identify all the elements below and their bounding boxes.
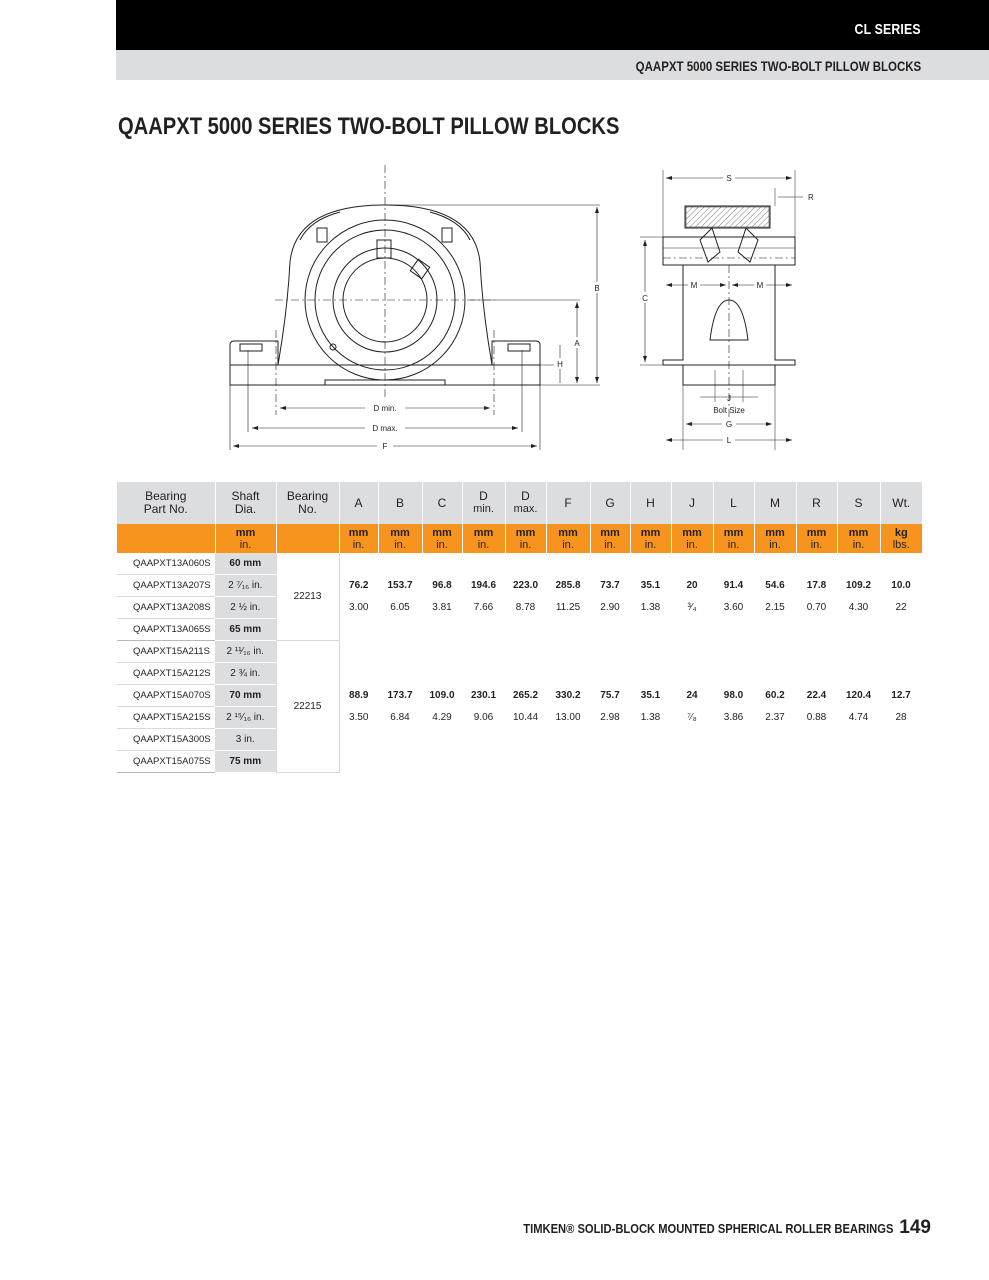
unit-cell: [422, 524, 462, 553]
dimension-imperial-value: 3.60: [723, 602, 744, 614]
dimension-metric-value: 98.0: [723, 690, 744, 701]
page-title: QAAPXT 5000 SERIES TWO-BOLT PILLOW BLOCKS: [118, 113, 620, 140]
column-header-line1: L: [730, 495, 737, 510]
dimension-metric-value: 173.7: [387, 690, 413, 701]
part-number-cell: QAAPXT15A075S: [117, 751, 215, 773]
column-header: [630, 482, 671, 524]
bearing-number-cell: 22215: [276, 641, 339, 773]
dimension-imperial-value: 9.06: [473, 712, 494, 723]
column-header: [276, 482, 339, 524]
unit-imperial: in.: [604, 538, 616, 551]
unit-imperial: in.: [394, 538, 406, 551]
dimension-cell: [837, 641, 880, 773]
unit-cell: [671, 524, 713, 553]
dimension-imperial-value: ³⁄₄: [687, 602, 697, 614]
unit-metric: kg: [894, 526, 908, 539]
unit-imperial: in.: [644, 538, 657, 551]
dimension-imperial-value: 4.30: [848, 602, 869, 614]
dimension-metric-value: 22.4: [806, 690, 827, 701]
unit-imperial: in.: [686, 538, 698, 551]
unit-cell: [215, 524, 276, 553]
dimension-imperial-value: 8.78: [515, 602, 536, 614]
column-header: [339, 482, 378, 524]
column-header-line1: B: [395, 495, 404, 510]
dim-label-f: F: [382, 442, 388, 451]
part-number-cell: QAAPXT13A208S: [117, 597, 215, 619]
dimension-metric-value: 35.1: [640, 580, 661, 592]
dim-label-m-right: M: [756, 281, 764, 290]
column-header: [378, 482, 422, 524]
unit-cell: [880, 524, 922, 553]
part-number-cell: QAAPXT13A065S: [117, 619, 215, 641]
dimension-imperial-value: 1.38: [640, 712, 661, 723]
dimension-cell: [713, 553, 754, 641]
dim-label-h: H: [557, 360, 563, 369]
column-header-line1: J: [689, 495, 695, 510]
unit-metric: mm: [515, 526, 536, 539]
unit-cell: [462, 524, 505, 553]
unit-cell: [630, 524, 671, 553]
column-header: [117, 482, 215, 524]
dimension-imperial-value: 3.81: [432, 602, 452, 614]
dim-label-r: R: [808, 193, 814, 202]
column-header-line1: D: [521, 489, 530, 503]
dimension-imperial-value: 6.05: [390, 602, 410, 614]
column-header: [671, 482, 713, 524]
column-header-line2: Part No.: [143, 502, 188, 516]
unit-imperial: in.: [852, 538, 865, 551]
unit-cell: [339, 524, 378, 553]
dimension-metric-value: 20: [686, 580, 698, 592]
unit-metric: mm: [348, 526, 369, 539]
dimension-cell: [713, 641, 754, 773]
dimension-imperial-value: 2.37: [765, 712, 785, 723]
subheader-bar: [116, 50, 989, 80]
dimension-metric-value: 10.0: [891, 580, 911, 592]
unit-cell: [796, 524, 837, 553]
unit-cell: [276, 524, 339, 553]
dimension-cell: [880, 641, 922, 773]
column-header-line1: F: [564, 495, 572, 510]
unit-cell: [837, 524, 880, 553]
series-label: CL SERIES: [854, 21, 921, 38]
dimension-metric-value: 17.8: [806, 580, 827, 592]
shaft-diameter-cell: 70 mm: [215, 685, 276, 707]
dimension-cell: [505, 553, 546, 641]
column-header: [590, 482, 630, 524]
column-header-line1: C: [437, 495, 447, 510]
dimension-cell: [546, 553, 590, 641]
dim-label-s: S: [726, 174, 732, 183]
dimension-metric-value: 285.8: [555, 580, 581, 592]
part-number-cell: QAAPXT15A211S: [117, 641, 215, 663]
dimension-cell: [630, 641, 671, 773]
dimension-metric-value: 60.2: [765, 690, 785, 701]
dimension-metric-value: 73.7: [600, 580, 620, 592]
unit-metric: mm: [682, 526, 702, 539]
dimension-cell: [590, 641, 630, 773]
column-header-line1: D: [479, 489, 488, 503]
dim-label-a: A: [574, 339, 580, 348]
unit-imperial: in.: [436, 538, 448, 551]
unit-cell: [713, 524, 754, 553]
shaft-diameter-cell: 75 mm: [215, 751, 276, 773]
dimension-cell: [422, 553, 462, 641]
dimension-imperial-value: 6.84: [390, 712, 410, 723]
part-number-cell: QAAPXT15A215S: [117, 707, 215, 729]
dimension-metric-value: 153.7: [387, 580, 413, 592]
column-header: [880, 482, 922, 524]
dimension-imperial-value: 10.44: [512, 712, 539, 723]
dimension-cell: [422, 641, 462, 773]
dimension-cell: [590, 553, 630, 641]
unit-imperial: in.: [810, 538, 823, 551]
dimension-metric-value: 91.4: [723, 580, 744, 592]
dim-label-j: J: [727, 394, 731, 403]
dimension-imperial-value: 3.50: [349, 712, 369, 723]
series-header-bar: [116, 0, 989, 50]
dimension-imperial-value: ⁷⁄₈: [687, 712, 697, 723]
unit-cell: [546, 524, 590, 553]
dimension-metric-value: 230.1: [470, 690, 497, 701]
dimension-metric-value: 75.7: [600, 690, 620, 701]
dimension-metric-value: 120.4: [845, 690, 872, 701]
dimension-imperial-value: 0.88: [806, 712, 827, 723]
pillow-block-drawing: [0, 155, 989, 465]
dimension-metric-value: 54.6: [765, 580, 785, 592]
dimension-metric-value: 223.0: [512, 580, 539, 592]
column-header: [754, 482, 796, 524]
dimension-imperial-value: 11.25: [555, 602, 581, 614]
dimension-imperial-value: 3.00: [349, 602, 369, 614]
dimension-imperial-value: 22: [895, 602, 907, 614]
dimension-cell: [378, 641, 422, 773]
unit-metric: mm: [765, 526, 785, 539]
column-header-line1: H: [646, 495, 655, 510]
unit-metric: mm: [640, 526, 661, 539]
unit-cell: [590, 524, 630, 553]
column-header-line1: Wt.: [892, 495, 911, 510]
column-header: [462, 482, 505, 524]
shaft-diameter-cell: 2 ½ in.: [215, 597, 276, 619]
part-number-cell: QAAPXT15A070S: [117, 685, 215, 707]
shaft-diameter-cell: 2 ¾ in.: [215, 663, 276, 685]
unit-imperial: in.: [727, 538, 740, 551]
unit-metric: mm: [806, 526, 827, 539]
dimension-cell: [837, 553, 880, 641]
shaft-diameter-cell: 65 mm: [215, 619, 276, 641]
dimension-cell: [505, 641, 546, 773]
unit-metric: mm: [723, 526, 744, 539]
unit-metric: mm: [235, 526, 256, 539]
unit-imperial: in.: [352, 538, 365, 551]
dimension-metric-value: 24: [686, 690, 698, 701]
dimension-imperial-value: 2.98: [600, 712, 620, 723]
dim-label-d-min: D min.: [373, 404, 397, 413]
shaft-diameter-cell: 2 ⁷⁄₁₆ in.: [215, 575, 276, 597]
dim-label-m-left: M: [690, 281, 698, 290]
dimension-metric-value: 88.9: [349, 690, 369, 701]
column-header-line1: Bearing: [145, 489, 187, 503]
dim-label-g: G: [725, 420, 733, 429]
dim-label-c: C: [642, 294, 648, 303]
unit-metric: mm: [558, 526, 578, 539]
part-number-cell: QAAPXT15A300S: [117, 729, 215, 751]
dimension-imperial-value: 28: [895, 712, 907, 723]
bearing-number-cell: 22213: [276, 553, 339, 641]
unit-metric: mm: [390, 526, 410, 539]
unit-cell: [754, 524, 796, 553]
unit-cell: [117, 524, 215, 553]
column-header: [215, 482, 276, 524]
part-number-cell: QAAPXT13A060S: [117, 553, 215, 575]
dimension-metric-value: 76.2: [349, 580, 369, 592]
dimension-metric-value: 96.8: [432, 580, 452, 592]
dimension-cell: [630, 553, 671, 641]
column-header: [837, 482, 880, 524]
column-header-line1: A: [354, 495, 363, 510]
column-header-line1: M: [770, 495, 780, 510]
table-units-row: [117, 524, 922, 553]
shaft-diameter-cell: 2 ¹¹⁄₁₆ in.: [215, 641, 276, 663]
part-number-cell: QAAPXT13A207S: [117, 575, 215, 597]
column-header: [505, 482, 546, 524]
column-header-line2: Dia.: [234, 502, 257, 516]
dim-label-bolt-size: Bolt Size: [713, 406, 745, 415]
unit-cell: [505, 524, 546, 553]
column-header: [713, 482, 754, 524]
dimension-imperial-value: 4.74: [848, 712, 869, 723]
dimension-imperial-value: 4.29: [432, 712, 452, 723]
table-row: [117, 641, 922, 663]
unit-imperial: in.: [562, 538, 574, 551]
dimension-metric-value: 109.0: [429, 690, 455, 701]
column-header-line2: max.: [513, 503, 538, 515]
shaft-diameter-cell: 2 ¹⁵⁄₁₆ in.: [215, 707, 276, 729]
dimension-metric-value: 194.6: [470, 580, 497, 592]
column-header-line1: Bearing: [286, 489, 329, 503]
column-header: [422, 482, 462, 524]
unit-metric: mm: [848, 526, 869, 539]
dimension-imperial-value: 2.90: [600, 602, 620, 614]
column-header-line2: min.: [473, 503, 494, 515]
column-header-line1: R: [812, 495, 821, 510]
footer-text: TIMKEN® SOLID-BLOCK MOUNTED SPHERICAL ROLLER BEARINGS: [523, 1221, 894, 1236]
table-body: [117, 553, 922, 773]
dimension-cell: [796, 641, 837, 773]
subheader-label: QAAPXT 5000 SERIES TWO-BOLT PILLOW BLOCKS: [635, 58, 921, 74]
page-number: 149: [899, 1217, 931, 1238]
dimension-cell: [880, 553, 922, 641]
dim-label-d-max: D max.: [372, 424, 398, 433]
dimension-cell: [546, 641, 590, 773]
dimension-metric-value: 12.7: [891, 690, 911, 701]
dimension-cell: [754, 641, 796, 773]
column-header: [796, 482, 837, 524]
dimension-cell: [462, 553, 505, 641]
unit-imperial: lbs.: [892, 538, 910, 551]
dimension-cell: [671, 553, 713, 641]
unit-metric: mm: [473, 526, 494, 539]
column-header-line2: No.: [298, 502, 317, 516]
part-number-cell: QAAPXT15A212S: [117, 663, 215, 685]
dimensions-table: [117, 482, 922, 773]
dimension-cell: [462, 641, 505, 773]
dim-label-b: B: [594, 284, 600, 293]
dimension-cell: [754, 553, 796, 641]
dimension-cell: [339, 553, 378, 641]
unit-metric: mm: [600, 526, 620, 539]
dimension-metric-value: 265.2: [512, 690, 539, 701]
column-header: [546, 482, 590, 524]
unit-imperial: in.: [239, 538, 252, 551]
dimension-metric-value: 35.1: [640, 690, 661, 701]
dimension-imperial-value: 2.15: [765, 602, 785, 614]
dimension-metric-value: 330.2: [555, 690, 581, 701]
page-footer: [463, 1217, 931, 1239]
dimension-imperial-value: 0.70: [806, 602, 827, 614]
dimension-cell: [378, 553, 422, 641]
dimension-cell: [339, 641, 378, 773]
unit-imperial: in.: [477, 538, 490, 551]
shaft-diameter-cell: 60 mm: [215, 553, 276, 575]
dimension-cell: [671, 641, 713, 773]
dimension-metric-value: 109.2: [845, 580, 872, 592]
unit-imperial: in.: [519, 538, 532, 551]
table-row: [117, 553, 922, 575]
column-header-line1: S: [854, 495, 863, 510]
column-header-line1: G: [605, 495, 615, 510]
dimension-imperial-value: 13.00: [555, 712, 581, 723]
dimension-cell: [796, 553, 837, 641]
unit-metric: mm: [432, 526, 452, 539]
dim-label-l: L: [726, 436, 732, 445]
dimension-imperial-value: 3.86: [723, 712, 744, 723]
shaft-diameter-cell: 3 in.: [215, 729, 276, 751]
column-header-line1: Shaft: [231, 489, 260, 503]
unit-cell: [378, 524, 422, 553]
dimension-imperial-value: 1.38: [640, 602, 661, 614]
table-header-row: [117, 482, 922, 524]
dimension-imperial-value: 7.66: [473, 602, 494, 614]
unit-imperial: in.: [769, 538, 781, 551]
